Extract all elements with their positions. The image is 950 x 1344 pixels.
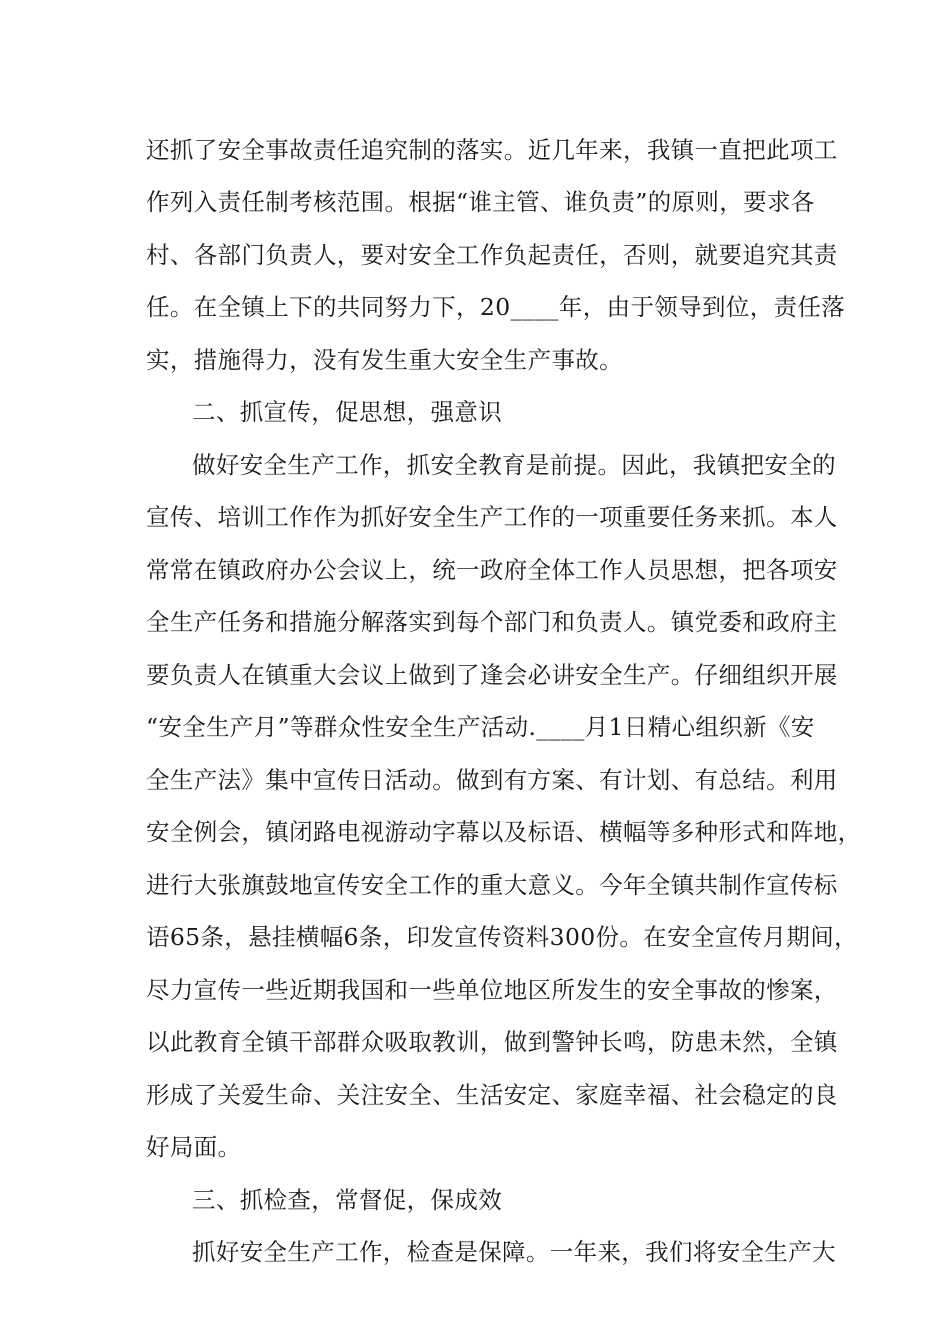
paragraph-line: 安全例会，镇闭路电视游动字幕以及标语、横幅等多种形式和阵地， xyxy=(146,818,862,846)
paragraph-line: 实，措施得力，没有发生重大安全生产事故。 xyxy=(146,346,623,374)
section-heading: 二、抓宣传，促思想，强意识 xyxy=(192,398,503,426)
paragraph-line: 还抓了安全事故责任追究制的落实。近几年来，我镇一直把此项工 xyxy=(146,136,838,164)
paragraph-line: 全生产法》集中宣传日活动。做到有方案、有计划、有总结。利用 xyxy=(146,766,838,794)
paragraph-line: 尽力宣传一些近期我国和一些单位地区所发生的安全事故的惨案， xyxy=(146,976,838,1004)
paragraph-line: 宣传、培训工作作为抓好安全生产工作的一项重要任务来抓。本人 xyxy=(146,503,838,531)
paragraph-line: 形成了关爱生命、关注安全、生活安定、家庭幸福、社会稳定的良 xyxy=(146,1081,838,1109)
paragraph-line: 常常在镇政府办公会议上，统一政府全体工作人员思想，把各项安 xyxy=(146,556,838,584)
paragraph-line: 任。在全镇上下的共同努力下，20____年，由于领导到位，责任落 xyxy=(146,293,846,321)
paragraph-line: 要负责人在镇重大会议上做到了逢会必讲安全生产。仔细组织开展 xyxy=(146,661,838,689)
paragraph-line: 进行大张旗鼓地宣传安全工作的重大意义。今年全镇共制作宣传标 xyxy=(146,871,838,899)
paragraph-line: 好局面。 xyxy=(146,1133,242,1161)
paragraph-line: 以此教育全镇干部群众吸取教训，做到警钟长鸣，防患未然，全镇 xyxy=(146,1028,838,1056)
paragraph-line: 全生产任务和措施分解落实到每个部门和负责人。镇党委和政府主 xyxy=(146,608,838,636)
paragraph-line: 做好安全生产工作，抓安全教育是前提。因此，我镇把安全的 xyxy=(192,451,836,479)
paragraph-line: 村、各部门负责人，要对安全工作负起责任，否则，就要追究其责 xyxy=(146,241,838,269)
paragraph-line: 语65条，悬挂横幅6条，印发宣传资料300份。在安全宣传月期间， xyxy=(146,923,858,951)
section-heading: 三、抓检查，常督促，保成效 xyxy=(192,1186,503,1214)
paragraph-line: 作列入责任制考核范围。根据“谁主管、谁负责”的原则，要求各 xyxy=(146,188,815,216)
paragraph-line: “安全生产月”等群众性安全生产活动.____月1日精心组织新《安 xyxy=(146,713,815,741)
paragraph-line: 抓好安全生产工作，检查是保障。一年来，我们将安全生产大 xyxy=(192,1238,836,1266)
